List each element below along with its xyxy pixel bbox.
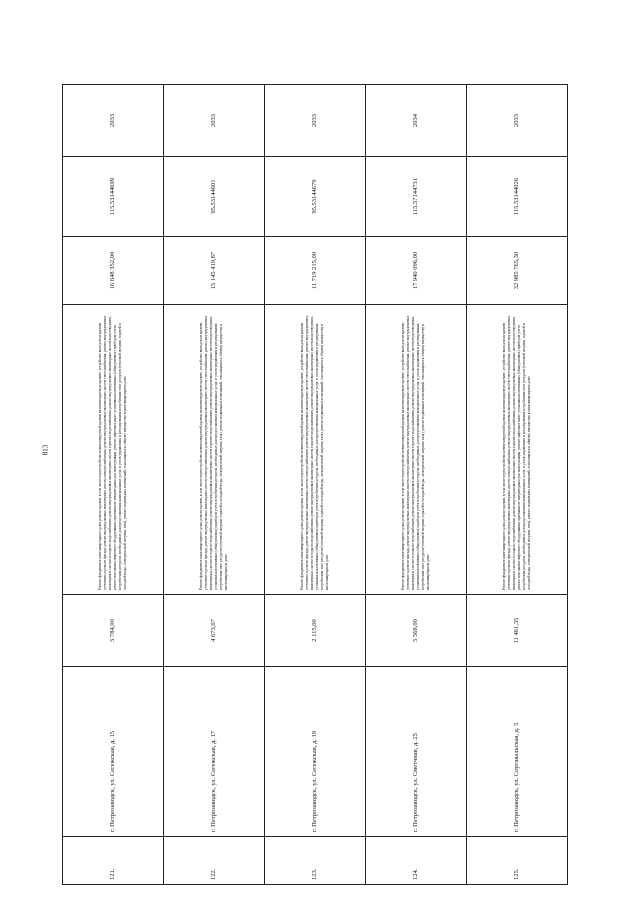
row-address: г. Петрозаводск, ул. Сегежская, д. 15: [63, 667, 164, 837]
row-address: г. Петрозаводск, ул. Сортавальская, д. 5: [467, 667, 568, 837]
row-works: Ремонт фундамента многоквартирного дома, ремонт кровли, в том числе переустройство невентилируемой кровли на вентилируемую кровлю, устройство выходов на кровлю, утепление и ремонт фасада, ремонт внутридомовых инженерных систем электроснабжения, ремонт внутридомовых инженерных систем теплоснабжения, ремонт внутридомовых инженерных систем холодного водоснабжения, ремонт внутридомовых инженерных систем горячего водоснабжения, ремонт внутридомовых инженерных систем водоотведения, установка коллективных (общедомовых) приборов учета потребления ресурсов, необходимых для предоставления коммунальных услуг, и узлов управления и регулирования потребления этих ресурсов (тепловой энергии, горячей и холодной воды, электрической энергии, газа), ремонт подвальных помещений, относящихся к общему имуществу в многоквартирном доме: [366, 305, 467, 595]
row-works: Ремонт фундамента многоквартирного дома, ремонт кровли, в том числе переустройство невентилируемой кровли на вентилируемую кровлю, устройство выходов на кровлю, утепление и ремонт фасада, ремонт внутридомовых инженерных систем электроснабжения, ремонт внутридомовых инженерных систем теплоснабжения, ремонт внутридомовых инженерных систем холодного водоснабжения, ремонт внутридомовых инженерных систем горячего водоснабжения, ремонт внутридомовых инженерных систем водоотведения, ремонт или замена лифтового оборудования, признанного непригодным для эксплуатации, ремонт лифтовых шахт, установка коллективных (общедомовых) приборов учета потребления ресурсов, необходимых для предоставления коммунальных услуг, и узлов управления и регулирования потребления этих ресурсов (тепловой энергии, горячей и холодной воды, электрической энергии, газа), ремонт подвальных помещений, относящихся к общему имуществу в многоквартирном доме: [63, 305, 164, 595]
row-year: 2033: [164, 85, 265, 157]
table-row: [366, 85, 467, 885]
row-year: 2034: [366, 85, 467, 157]
row-address: г. Петрозаводск, ул. Сметчная, д. 25: [366, 667, 467, 837]
row-code: 115.57144731: [366, 157, 467, 237]
row-area: 5 568,00: [366, 595, 467, 667]
row-year: 2033: [265, 85, 366, 157]
table-row: [164, 85, 265, 885]
row-works: Ремонт фундамента многоквартирного дома, ремонт кровли, в том числе переустройство невентилируемой кровли на вентилируемую кровлю, устройство выходов на кровлю, утепление и ремонт фасада, ремонт внутридомовых инженерных систем электроснабжения, ремонт внутридомовых инженерных систем теплоснабжения, ремонт внутридомовых инженерных систем холодного водоснабжения, ремонт внутридомовых инженерных систем горячего водоснабжения, ремонт внутридомовых инженерных систем водоотведения, установка коллективных (общедомовых) приборов учета потребления ресурсов, необходимых для предоставления коммунальных услуг, и узлов управления и регулирования потребления этих ресурсов (тепловой энергии, горячей и холодной воды, электрической энергии, газа), ремонт подвальных помещений, относящихся к общему имуществу в многоквартирном доме: [265, 305, 366, 595]
row-area: 2 115,00: [265, 595, 366, 667]
row-works: Ремонт фундамента многоквартирного дома, ремонт кровли, в том числе переустройство невентилируемой кровли на вентилируемую кровлю, устройство выходов на кровлю, утепление и ремонт фасада, ремонт внутридомовых инженерных систем электроснабжения, ремонт внутридомовых инженерных систем теплоснабжения, ремонт внутридомовых инженерных систем холодного водоснабжения, ремонт внутридомовых инженерных систем горячего водоснабжения, ремонт внутридомовых инженерных систем водоотведения, установка коллективных (общедомовых) приборов учета потребления ресурсов, необходимых для предоставления коммунальных услуг, и узлов управления и регулирования потребления этих ресурсов (тепловой энергии, горячей и холодной воды, электрической энергии, газа), ремонт подвальных помещений, относящихся к общему имуществу в многоквартирном доме: [164, 305, 265, 595]
row-number: 121.: [63, 837, 164, 885]
table-row: [467, 85, 568, 885]
row-area: 5 784,00: [63, 595, 164, 667]
row-area: 4 673,07: [164, 595, 265, 667]
row-area: 11 461,35: [467, 595, 568, 667]
row-year: 2033: [467, 85, 568, 157]
row-number: 124.: [366, 837, 467, 885]
row-address: г. Петрозаводск, ул. Сегежская, д. 19: [265, 667, 366, 837]
rotated-table-wrapper: [62, 85, 568, 885]
row-number: 123.: [265, 837, 366, 885]
row-cost: 15 145 419,87: [164, 237, 265, 305]
page-number: 813: [41, 444, 50, 456]
row-code: 115.53144026: [467, 157, 568, 237]
row-number: 122.: [164, 837, 265, 885]
row-code: 95.53144601: [164, 157, 265, 237]
row-cost: 17 940 096,00: [366, 237, 467, 305]
table-row: [265, 85, 366, 885]
row-cost: 32 985 765,30: [467, 237, 568, 305]
row-cost: 16 648 352,00: [63, 237, 164, 305]
row-address: г. Петрозаводск, ул. Сегежская, д. 17: [164, 667, 265, 837]
row-code: 95.53144679: [265, 157, 366, 237]
table-row: [63, 85, 164, 885]
row-works: Ремонт фундамента многоквартирного дома, ремонт кровли, в том числе переустройство невентилируемой кровли на вентилируемую кровлю, устройство выходов на кровлю, утепление и ремонт фасада, ремонт внутридомовых инженерных систем электроснабжения, ремонт внутридомовых инженерных систем теплоснабжения, ремонт внутридомовых инженерных систем холодного водоснабжения, ремонт внутридомовых инженерных систем горячего водоснабжения, ремонт внутридомовых инженерных систем водоотведения, ремонт или замена лифтового оборудования, признанного непригодным для эксплуатации, ремонт лифтовых шахт, установка коллективных (общедомовых) приборов учета потребления ресурсов, необходимых для предоставления коммунальных услуг, и узлов управления и регулирования потребления этих ресурсов (тепловой энергии, горячей и холодной воды, электрической энергии, газа), ремонт подвальных помещений, относящихся к общему имуществу в многоквартирном доме: [467, 305, 568, 595]
row-cost: 11 719 215,00: [265, 237, 366, 305]
program-table: [62, 84, 568, 885]
row-code: 115.53144699: [63, 157, 164, 237]
row-year: 2033: [63, 85, 164, 157]
row-number: 125.: [467, 837, 568, 885]
